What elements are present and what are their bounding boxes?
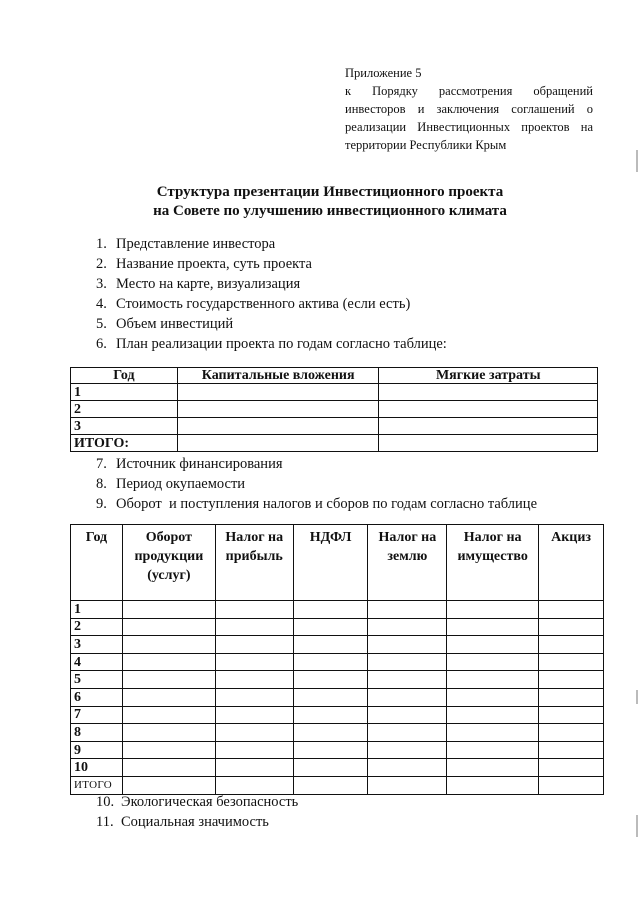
table-cell[interactable] xyxy=(447,706,539,724)
total-label-cell: ИТОГО: xyxy=(71,435,178,452)
table-row xyxy=(71,636,604,654)
table-cell[interactable] xyxy=(122,759,215,777)
table-cell[interactable] xyxy=(177,401,379,418)
header-line: землю xyxy=(387,549,428,564)
table-cell[interactable] xyxy=(293,601,368,619)
table-row xyxy=(71,601,604,619)
column-header-land-tax xyxy=(368,525,447,601)
table-cell[interactable] xyxy=(122,706,215,724)
list-item-number: 5. xyxy=(96,316,107,332)
list-item-text: Стоимость государственного актива (если есть) xyxy=(116,296,411,312)
table-cell[interactable] xyxy=(293,636,368,654)
header-line: прибыль xyxy=(225,549,283,564)
column-header-profit-tax xyxy=(215,525,293,601)
list-item-number: 11. xyxy=(96,814,114,830)
year-cell: 3 xyxy=(71,418,178,435)
table-cell[interactable] xyxy=(293,671,368,689)
table-cell[interactable] xyxy=(447,653,539,671)
header-line: продукции xyxy=(134,549,204,564)
table-cell[interactable] xyxy=(447,741,539,759)
year-cell: 7 xyxy=(71,706,123,724)
list-item-text: Источник финансирования xyxy=(116,456,283,472)
table-cell[interactable] xyxy=(379,418,598,435)
table-cell[interactable] xyxy=(539,636,604,654)
list-item-number: 3. xyxy=(96,276,107,292)
table-cell[interactable] xyxy=(447,724,539,742)
year-cell: 1 xyxy=(71,601,123,619)
tax-revenue-table xyxy=(70,524,604,795)
table-cell[interactable] xyxy=(447,618,539,636)
table-cell[interactable] xyxy=(177,435,379,452)
total-label-cell: ИТОГО xyxy=(71,776,123,794)
list-item-text: Период окупаемости xyxy=(116,476,246,492)
table-cell[interactable] xyxy=(122,653,215,671)
table-cell[interactable] xyxy=(215,741,293,759)
table-row xyxy=(71,724,604,742)
table-cell[interactable] xyxy=(539,653,604,671)
appendix-header xyxy=(345,64,593,154)
table-cell[interactable] xyxy=(539,671,604,689)
scan-edge-mark xyxy=(636,690,638,704)
column-header-property-tax xyxy=(447,525,539,601)
year-cell: 3 xyxy=(71,636,123,654)
list-item xyxy=(96,334,447,354)
table-cell[interactable] xyxy=(447,671,539,689)
table-row xyxy=(71,759,604,777)
list-item xyxy=(96,454,537,474)
table-cell[interactable] xyxy=(539,741,604,759)
table-cell[interactable] xyxy=(368,776,447,794)
table-row xyxy=(71,418,598,435)
table-cell[interactable] xyxy=(447,601,539,619)
column-header-year xyxy=(71,525,123,601)
structure-list-part1 xyxy=(96,234,447,354)
column-header-capital: Капитальные вложения xyxy=(177,368,379,384)
table-cell[interactable] xyxy=(447,776,539,794)
table-cell[interactable] xyxy=(293,759,368,777)
table-cell[interactable] xyxy=(368,601,447,619)
year-cell: 8 xyxy=(71,724,123,742)
appendix-line: инвесторов и заключения соглашений о xyxy=(345,102,593,116)
column-header-turnover xyxy=(122,525,215,601)
list-item-text: Место на карте, визуализация xyxy=(116,276,301,292)
list-item-number: 10. xyxy=(96,794,115,810)
column-header-ndfl xyxy=(293,525,368,601)
table-cell[interactable] xyxy=(539,724,604,742)
table-row xyxy=(71,671,604,689)
table-cell[interactable] xyxy=(293,776,368,794)
list-item-text: Экологическая безопасность xyxy=(121,794,299,810)
table-row xyxy=(71,741,604,759)
appendix-line: Приложение 5 xyxy=(345,66,422,80)
document-title xyxy=(60,183,600,221)
list-item xyxy=(96,792,298,812)
column-header-soft-costs: Мягкие затраты xyxy=(379,368,598,384)
table-cell[interactable] xyxy=(368,653,447,671)
structure-list-part2 xyxy=(96,454,537,514)
table-cell[interactable] xyxy=(122,601,215,619)
table-cell[interactable] xyxy=(177,384,379,401)
table-row xyxy=(71,384,598,401)
appendix-line: территории Республики Крым xyxy=(345,138,507,152)
list-item-number: 7. xyxy=(96,456,107,472)
table-cell[interactable] xyxy=(122,618,215,636)
table-cell[interactable] xyxy=(293,741,368,759)
table-cell[interactable] xyxy=(215,706,293,724)
list-item-number: 1. xyxy=(96,236,107,252)
table-cell[interactable] xyxy=(215,724,293,742)
table-cell[interactable] xyxy=(215,601,293,619)
list-item-text: Оборот и поступления налогов и сборов по годам согласно таблице xyxy=(116,496,538,512)
list-item-text: Социальная значимость xyxy=(121,814,269,830)
year-cell: 9 xyxy=(71,741,123,759)
list-item-number: 9. xyxy=(96,496,107,512)
table-cell[interactable] xyxy=(293,653,368,671)
table-header-row xyxy=(71,368,598,384)
table-cell[interactable] xyxy=(379,435,598,452)
year-cell: 10 xyxy=(71,759,123,777)
table-cell[interactable] xyxy=(293,688,368,706)
table-cell[interactable] xyxy=(539,706,604,724)
table-cell[interactable] xyxy=(215,671,293,689)
table-cell[interactable] xyxy=(447,636,539,654)
year-cell: 6 xyxy=(71,688,123,706)
column-header-excise xyxy=(539,525,604,601)
header-line: Налог на xyxy=(225,530,284,545)
structure-list-part3 xyxy=(96,792,298,832)
table-cell[interactable] xyxy=(215,759,293,777)
year-cell: 5 xyxy=(71,671,123,689)
column-header-year: Год xyxy=(71,368,178,384)
list-item xyxy=(96,474,537,494)
table-cell[interactable] xyxy=(368,759,447,777)
table-cell[interactable] xyxy=(122,724,215,742)
table-cell[interactable] xyxy=(539,776,604,794)
year-cell: 1 xyxy=(71,384,178,401)
table-cell[interactable] xyxy=(215,636,293,654)
table-cell[interactable] xyxy=(379,401,598,418)
table-cell[interactable] xyxy=(122,671,215,689)
header-line: Налог на xyxy=(463,530,522,545)
table-cell[interactable] xyxy=(368,671,447,689)
list-item-number: 4. xyxy=(96,296,107,312)
table-cell[interactable] xyxy=(368,706,447,724)
table-cell[interactable] xyxy=(539,618,604,636)
table-cell[interactable] xyxy=(368,724,447,742)
table-cell[interactable] xyxy=(215,653,293,671)
table-cell[interactable] xyxy=(215,688,293,706)
table-cell[interactable] xyxy=(368,636,447,654)
table-cell[interactable] xyxy=(215,618,293,636)
tax-table-body xyxy=(71,601,604,795)
table-cell[interactable] xyxy=(447,688,539,706)
table-cell[interactable] xyxy=(368,618,447,636)
list-item xyxy=(96,234,447,254)
title-line: Структура презентации Инвестиционного проекта xyxy=(156,184,504,200)
list-item xyxy=(96,254,447,274)
scan-edge-mark xyxy=(636,815,638,837)
header-line: Год xyxy=(85,530,108,545)
header-line: Акциз xyxy=(551,530,592,545)
table-cell[interactable] xyxy=(122,636,215,654)
table-cell[interactable] xyxy=(447,759,539,777)
list-item xyxy=(96,494,537,514)
table-cell[interactable] xyxy=(293,706,368,724)
appendix-line: к Порядку рассмотрения обращений xyxy=(345,84,593,98)
table-cell[interactable] xyxy=(293,618,368,636)
list-item-number: 8. xyxy=(96,476,107,492)
implementation-plan-table xyxy=(70,367,598,452)
list-item-text: Представление инвестора xyxy=(116,236,276,252)
table-row xyxy=(71,401,598,418)
table-cell[interactable] xyxy=(122,741,215,759)
list-item xyxy=(96,314,447,334)
year-cell: 2 xyxy=(71,401,178,418)
scan-edge-mark xyxy=(636,150,638,172)
year-cell: 2 xyxy=(71,618,123,636)
title-line: на Совете по улучшению инвестиционного климата xyxy=(153,203,507,219)
table-cell[interactable] xyxy=(293,724,368,742)
table-row xyxy=(71,706,604,724)
table-header-row xyxy=(71,525,604,601)
table-cell[interactable] xyxy=(539,759,604,777)
table-row xyxy=(71,688,604,706)
list-item-number: 6. xyxy=(96,336,107,352)
header-line: НДФЛ xyxy=(309,530,352,545)
list-item-text: Объем инвестиций xyxy=(116,316,234,332)
appendix-line: реализации Инвестиционных проектов на xyxy=(345,120,593,134)
table-cell[interactable] xyxy=(368,688,447,706)
header-line: Налог на xyxy=(378,530,437,545)
table-cell[interactable] xyxy=(122,688,215,706)
table-row xyxy=(71,653,604,671)
header-line: Оборот xyxy=(145,530,192,545)
list-item-text: Название проекта, суть проекта xyxy=(116,256,312,272)
header-line: имущество xyxy=(457,549,528,564)
list-item-number: 2. xyxy=(96,256,107,272)
list-item xyxy=(96,812,298,832)
list-item-text: План реализации проекта по годам согласно таблице: xyxy=(116,336,447,352)
header-line: (услуг) xyxy=(147,568,191,583)
table-cell[interactable] xyxy=(379,384,598,401)
table-row xyxy=(71,618,604,636)
table-cell[interactable] xyxy=(368,741,447,759)
table-cell[interactable] xyxy=(539,688,604,706)
table-cell[interactable] xyxy=(539,601,604,619)
table-total-row xyxy=(71,435,598,452)
year-cell: 4 xyxy=(71,653,123,671)
list-item xyxy=(96,294,447,314)
list-item xyxy=(96,274,447,294)
table-cell[interactable] xyxy=(177,418,379,435)
